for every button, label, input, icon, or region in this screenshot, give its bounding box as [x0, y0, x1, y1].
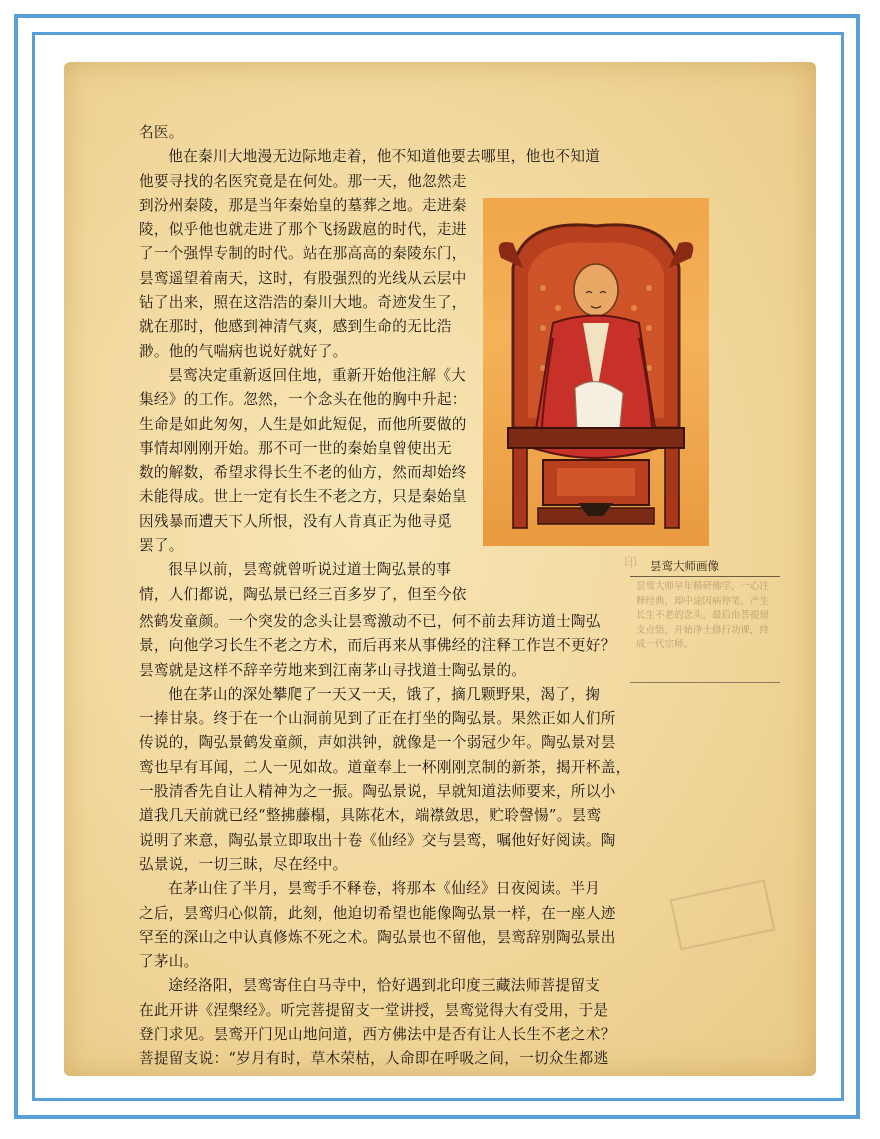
text-line: 说明了来意，陶弘景立即取出十卷《仙经》交与昙鸾，嘱他好好阅读。陶 — [139, 831, 616, 849]
text-line: 陵，似乎他也就走进了那个飞扬跋扈的时代，走进 — [139, 221, 467, 239]
text-line: 事情却刚刚开始。那不可一世的秦始皇曾使出无 — [139, 439, 452, 457]
caption-divider — [630, 576, 780, 577]
text-line: 到汾州秦陵，那是当年秦始皇的墓葬之地。走进秦 — [139, 196, 467, 214]
text-line: 了茅山。 — [139, 953, 199, 971]
text-line: 钻了出来，照在这浩浩的秦川大地。奇迹发生了， — [139, 294, 467, 312]
caption-title: 昙鸾大师画像 — [650, 559, 719, 573]
text-line: 一捧甘泉。终于在一个山洞前见到了正在打坐的陶弘景。果然正如人们所 — [139, 710, 616, 728]
portrait-painting — [483, 198, 709, 546]
caption-divider-bottom — [630, 682, 780, 683]
caption-text: 昙鸾大师早年精研佛学，一心注释经典，却中途因病停笔，产生长生不老的念头，最后由菩提留支点悟，开始净土修行功课，终成一代宗师。 — [636, 581, 770, 650]
text-line: 途经洛阳，昙鸾寄住白马寺中，恰好遇到北印度三藏法师菩提留支 — [168, 977, 601, 995]
text-line: 一股清香先自让人精神为之一振。陶弘景说，早就知道法师要来，所以小 — [139, 783, 616, 801]
text-line: 他在秦川大地漫无边际地走着，他不知道他要去哪里，他也不知道 — [168, 148, 601, 166]
text-line: 景，向他学习长生不老之方术，而后再来从事佛经的注释工作岂不更好？ — [139, 637, 616, 655]
text-line: 他在茅山的深处攀爬了一天又一天，饿了，摘几颗野果，渴了，掬 — [168, 685, 601, 703]
caption-box — [616, 554, 776, 684]
text-line: 渺。他的气喘病也说好就好了。 — [139, 342, 348, 360]
text-line: 鸾也早有耳闻，二人一见如故。道童奉上一杯刚刚烹制的新茶，揭开杯盖， — [139, 758, 631, 776]
text-line: 在茅山住了半月，昙鸾手不释卷，将那本《仙经》日夜阅读。半月 — [168, 880, 601, 898]
text-line: 昙鸾就是这样不辞辛劳地来到江南茅山寻找道士陶弘景的。 — [139, 661, 527, 679]
text-line: 因残暴而遭天下人所恨，没有人肯真正为他寻觅 — [139, 512, 452, 530]
text-line: 生命是如此匆匆，人生是如此短促，而他所要做的 — [139, 415, 467, 433]
text-line: 情，人们都说，陶弘景已经三百多岁了，但至今依 — [139, 585, 467, 603]
text-line: 集经》的工作。忽然，一个念头在他的胸中升起： — [139, 391, 467, 409]
text-line: 了一个强悍专制的时代。站在那高高的秦陵东门， — [139, 245, 467, 263]
text-line: 传说的，陶弘景鹤发童颜，声如洪钟，就像是一个弱冠少年。陶弘景对昙 — [139, 734, 616, 752]
text-line: 数的解数，希望求得长生不老的仙方，然而却始终 — [139, 464, 467, 482]
text-line: 登门求见。昙鸾开门见山地问道，西方佛法中是否有让人长生不老之术？ — [139, 1026, 616, 1044]
text-line: 菩提留支说：“岁月有时，草木荣枯，人命即在呼吸之间，一切众生都逃 — [139, 1050, 609, 1068]
text-line: 罢了。 — [139, 537, 184, 555]
text-line: 然鹤发童颜。一个突发的念头让昙鸾激动不已，何不前去拜访道士陶弘 — [139, 613, 601, 630]
text-line: 名医。 — [139, 124, 184, 141]
portrait-image — [483, 198, 709, 546]
text-line: 就在那时，他感到神清气爽，感到生命的无比浩 — [139, 318, 452, 336]
text-line: 他要寻找的名医究竟是在何处。那一天，他忽然走 — [139, 172, 467, 190]
body-text-narrow — [139, 121, 601, 607]
text-line: 弘景说，一切三昧，尽在经中。 — [139, 855, 348, 873]
text-line: 道我几天前就已经“整拂藤榻，具陈花木，端襟敛思，贮聆謦愓”。昙鸾 — [139, 807, 602, 825]
text-line: 很早以前，昙鸾就曾听说过道士陶弘景的事 — [168, 561, 452, 579]
decorative-watermark — [665, 880, 780, 950]
seal-stamp: 印 — [624, 556, 638, 571]
text-line: 之后，昙鸾归心似箭，此刻，他迫切希望也能像陶弘景一样，在一座人迹 — [139, 904, 616, 922]
text-line: 未能得成。世上一定有长生不老之方，只是秦始皇 — [139, 488, 467, 506]
text-line: 昙鸾遥望着南天，这时，有股强烈的光线从云层中 — [139, 269, 467, 287]
body-text-wide — [139, 610, 631, 1072]
text-line: 罕至的深山之中认真修炼不死之术。陶弘景也不留他，昙鸾辞别陶弘景出 — [139, 928, 616, 946]
text-line: 在此开讲《涅槃经》。听完菩提留支一堂讲授，昙鸾觉得大有受用，于是 — [139, 1001, 609, 1019]
text-line: 昙鸾决定重新返回住地，重新开始他注解《大 — [168, 366, 467, 384]
